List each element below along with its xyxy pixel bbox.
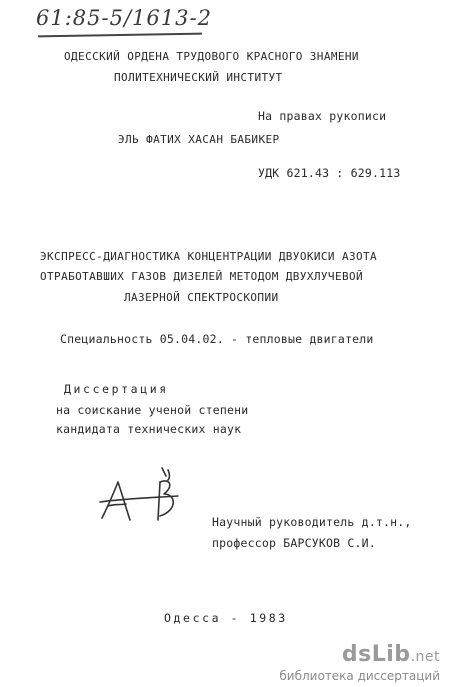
institution-line-2: ПОЛИТЕХНИЧЕСКИЙ ИНСТИТУТ — [114, 71, 283, 84]
title-line-2: ОТРАБОТАВШИХ ГАЗОВ ДИЗЕЛЕЙ МЕТОДОМ ДВУХЛУЧЕВОЙ — [40, 270, 364, 283]
supervisor-line-2: профессор БАРСУКОВ С.И. — [212, 536, 376, 550]
dissertation-line-2: кандидата технических наук — [56, 422, 242, 436]
udc-code: УДК 621.43 : 629.113 — [258, 166, 401, 180]
dissertation-line-1: на соискание ученой степени — [56, 403, 249, 417]
archive-number: 61:85-5/1613-2 — [36, 6, 212, 30]
manuscript-note: На правах рукописи — [258, 109, 387, 123]
dissertation-heading: Диссертация — [64, 382, 169, 396]
author-name: ЭЛЬ ФАТИХ ХАСАН БАБИКЕР — [118, 133, 280, 146]
watermark-logo-name: dsLib — [341, 642, 411, 667]
watermark-logo-suffix: .net — [410, 649, 440, 665]
title-line-3: ЛАЗЕРНОЙ СПЕКТРОСКОПИИ — [124, 291, 279, 304]
title-line-1: ЭКСПРЕСС-ДИАГНОСТИКА КОНЦЕНТРАЦИИ ДВУОКИСИ АЗОТА — [40, 250, 378, 263]
handwritten-signature — [96, 466, 196, 536]
watermark — [279, 643, 440, 683]
watermark-subtitle: библиотека диссертаций — [279, 669, 440, 683]
watermark-logo — [279, 643, 440, 669]
supervisor-line-1: Научный руководитель д.т.н., — [212, 515, 412, 529]
archive-number-underline — [38, 33, 202, 37]
institution-line-1: ОДЕССКИЙ ОРДЕНА ТРУДОВОГО КРАСНОГО ЗНАМЕНИ — [64, 50, 359, 63]
place-year: Одесса - 1983 — [164, 611, 288, 625]
specialty: Специальность 05.04.02. - тепловые двигатели — [60, 332, 374, 346]
